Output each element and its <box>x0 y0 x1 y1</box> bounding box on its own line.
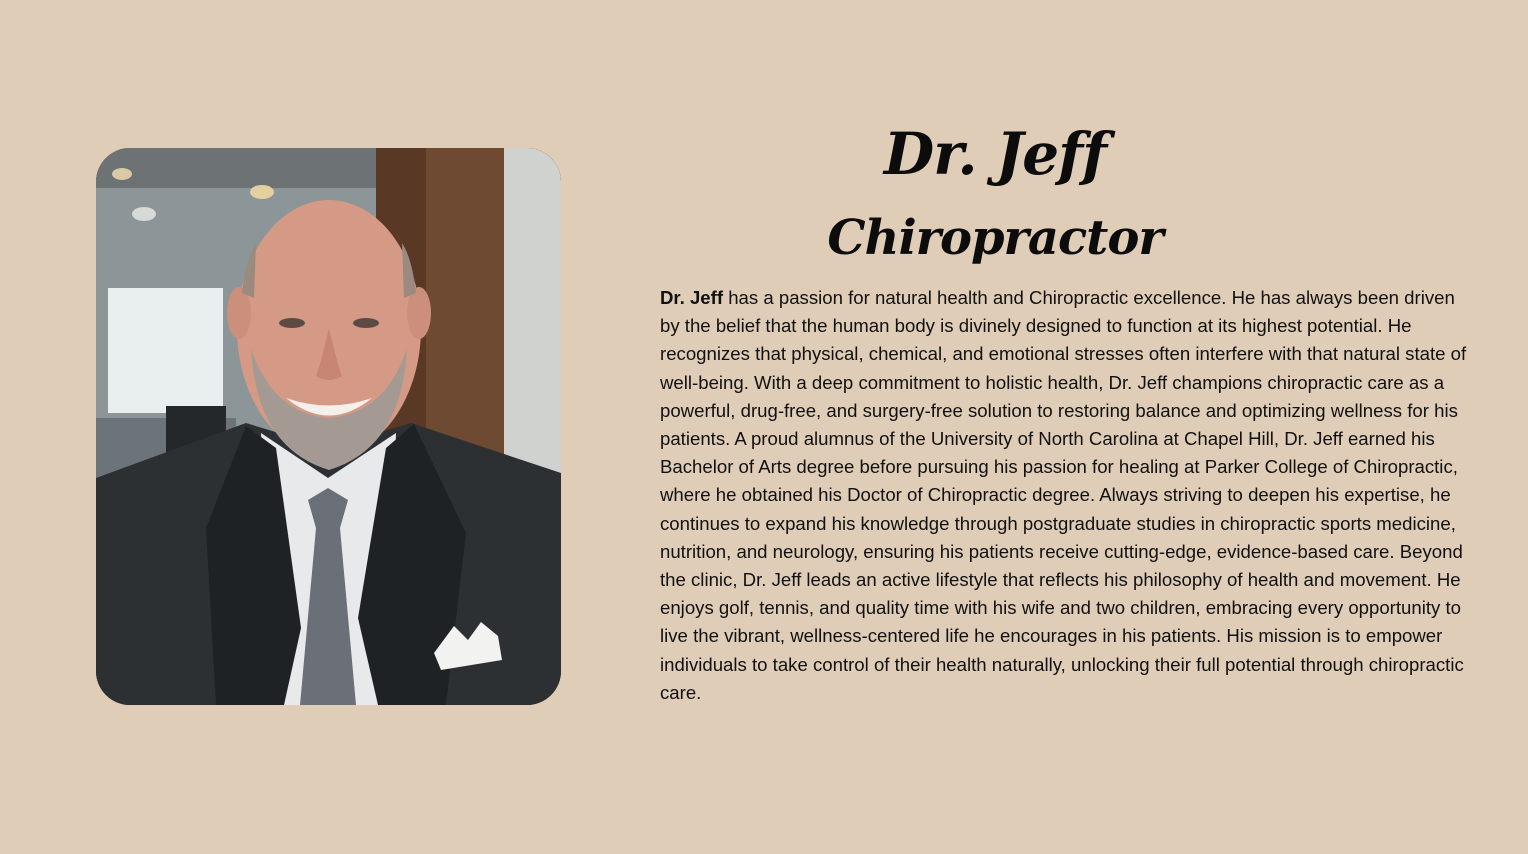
bio-paragraph <box>660 284 1470 707</box>
bio-panel <box>660 112 1470 707</box>
ceiling <box>96 148 376 188</box>
ceiling-light <box>250 185 274 199</box>
wood-panel <box>426 148 504 458</box>
doctor-name: Dr. Jeff <box>883 120 1107 188</box>
left-eye <box>279 318 305 328</box>
ceiling-light <box>112 168 132 180</box>
right-wall <box>504 148 561 478</box>
right-eye <box>353 318 379 328</box>
bio-text: has a passion for natural health and Chiropractic excellence. He has always been driven by the belief that the human body is divinely designed to function at its highest potential. He recognizes that physical, chemical, and emotional stresses often interfere with that natural state of well-being. With a deep commitment to holistic health, Dr. Jeff champions chiropractic care as a powerful, drug-free, and surgery-free solution to restoring balance and optimizing wellness for his patients. A proud alumnus of the University of North Carolina at Chapel Hill, Dr. Jeff earned his Bachelor of Arts degree before pursuing his passion for healing at Parker College of Chiropractic, where he obtained his Doctor of Chiropractic degree. Always striving to deepen his expertise, he continues to expand his knowledge through postgraduate studies in chiropractic sports medicine, nutrition, and neurology, ensuring his patients receive cutting-edge, evidence-based care. Beyond the clinic, Dr. Jeff leads an active lifestyle that reflects his philosophy of health and movement. He enjoys golf, tennis, and quality time with his wife and two children, embracing every opportunity to live the vibrant, wellness-centered life he encourages in his patients. His mission is to empower individuals to take control of their health naturally, unlocking their full potential through chiropractic care. <box>660 287 1467 703</box>
ceiling-light <box>132 207 156 221</box>
profile-photo <box>96 148 561 705</box>
doctor-role: Chiropractor <box>827 210 1163 266</box>
portrait-illustration <box>96 148 561 705</box>
bright-window <box>108 288 223 413</box>
bio-name-bold: Dr. Jeff <box>660 287 724 308</box>
